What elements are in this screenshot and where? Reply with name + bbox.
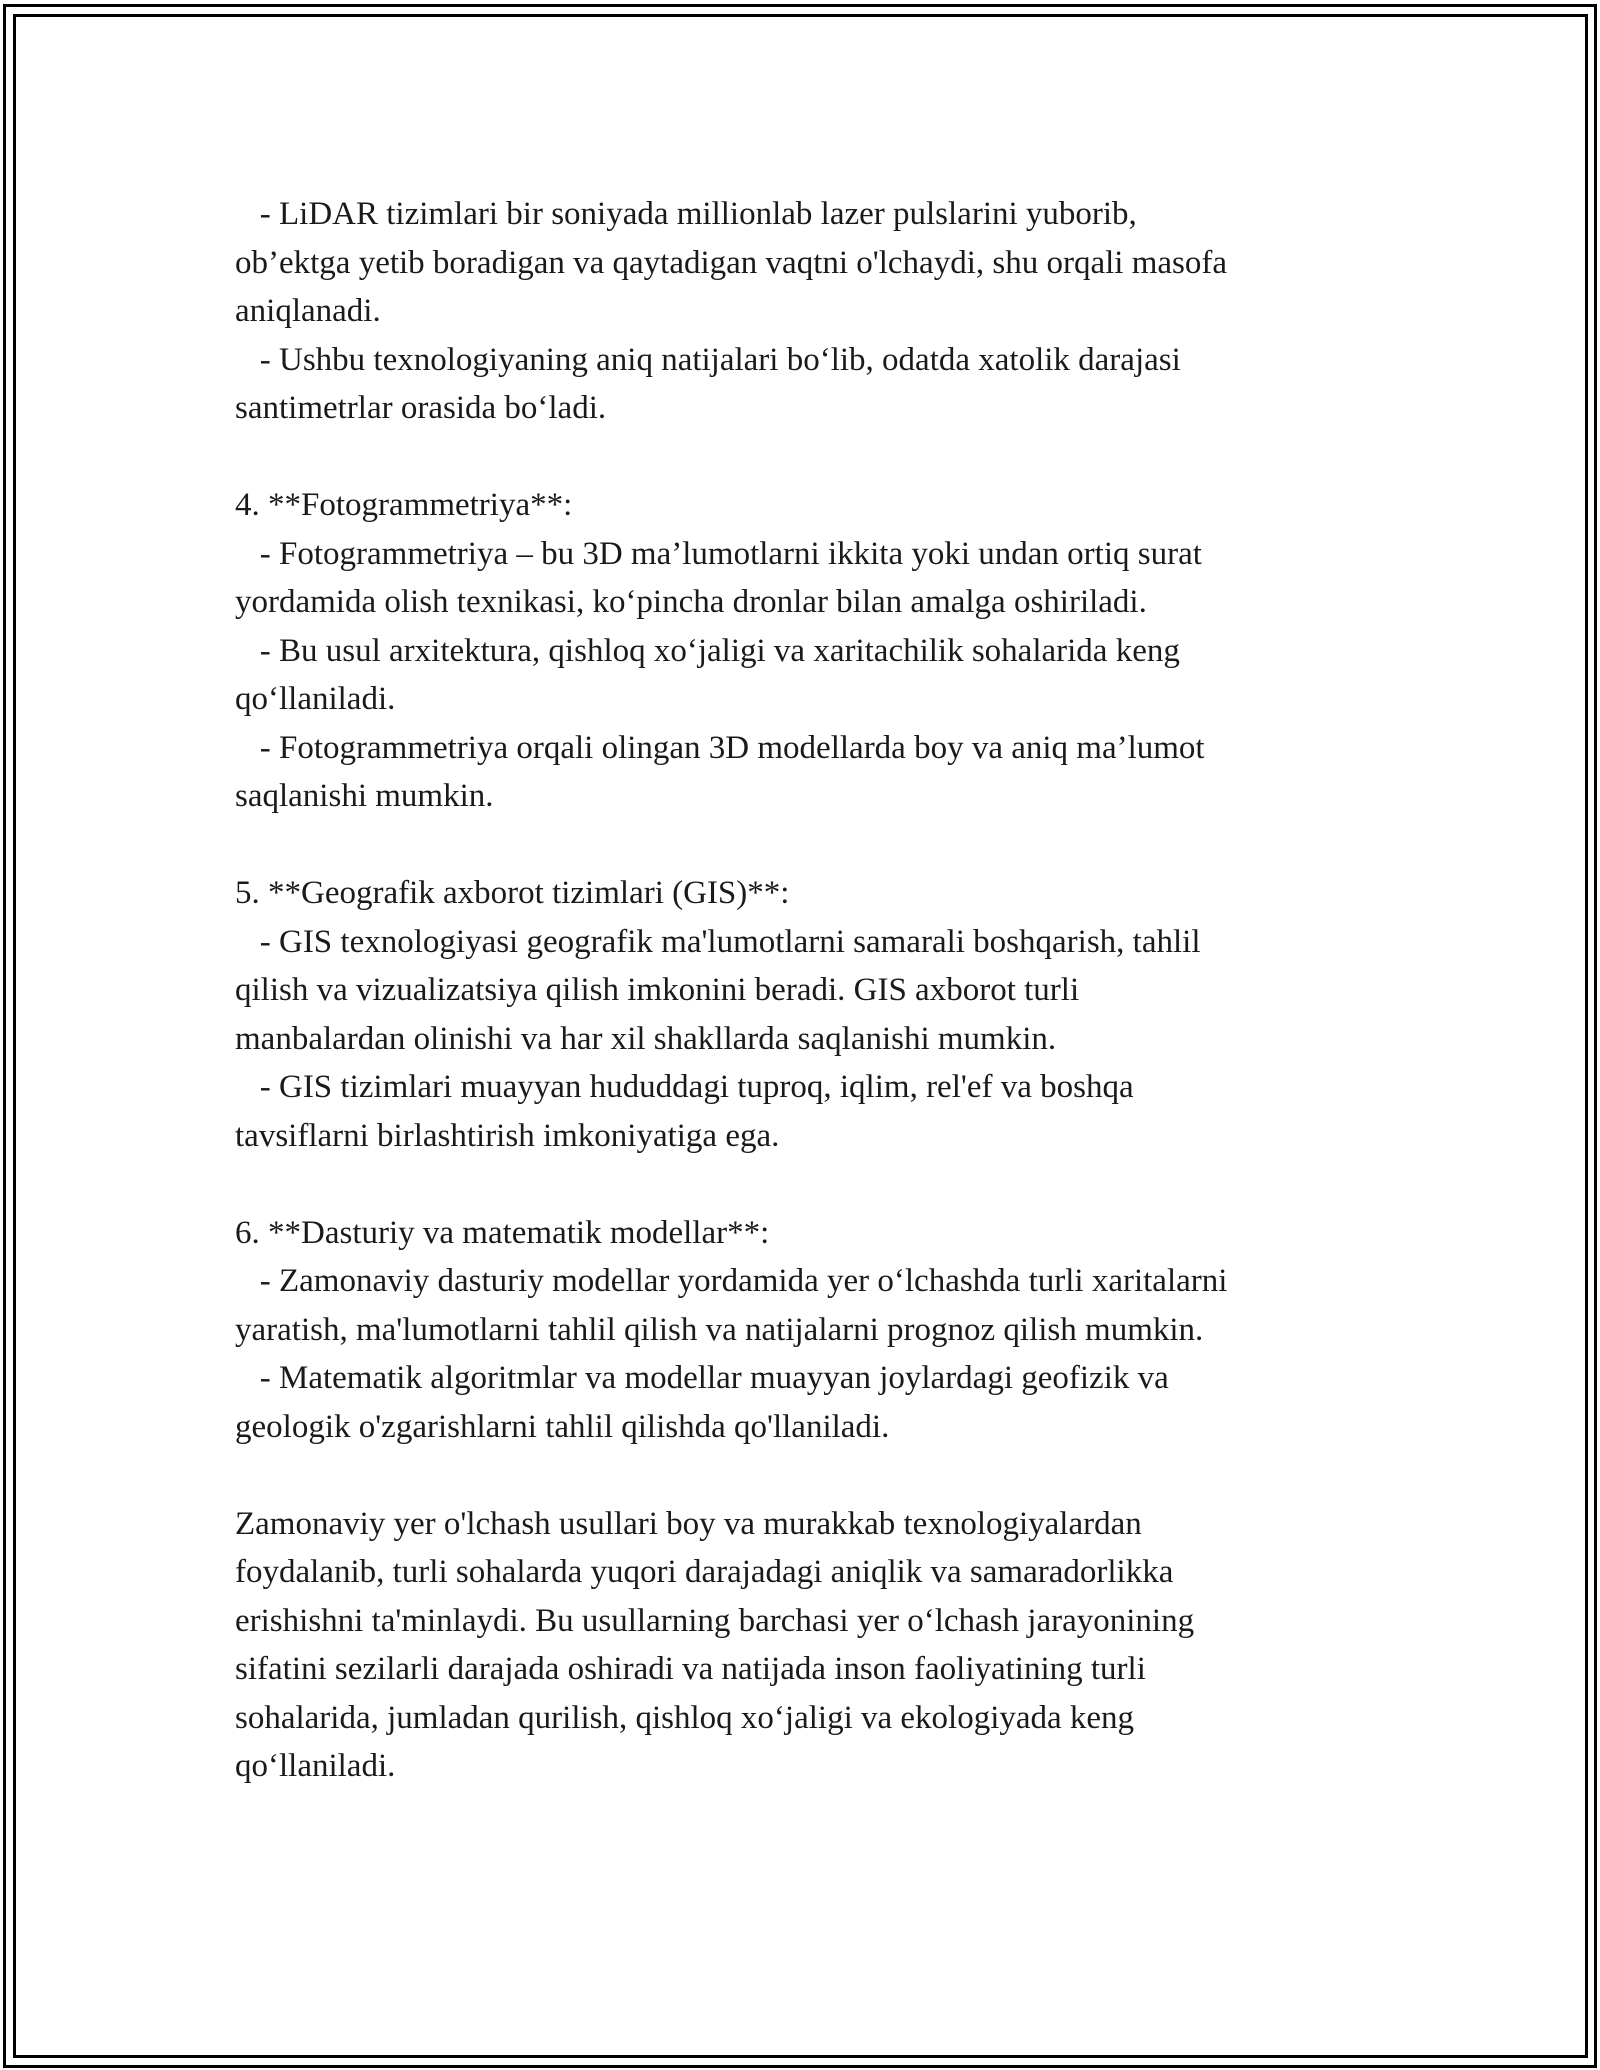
text-line: santimetrlar orasida bo‘ladi. xyxy=(235,390,607,426)
text-line: tavsiflarni birlashtirish imkoniyatiga ega. xyxy=(235,1117,780,1154)
text-line: - GIS tizimlari muayyan hududdagi tuproq, iqlim, rel'ef va boshqa xyxy=(235,1069,1134,1105)
conclusion-line: qo‘llaniladi. xyxy=(235,1748,396,1784)
text-line: - GIS texnologiyasi geografik ma'lumotlarni samarali boshqarish, tahlil xyxy=(235,923,1201,960)
text-line: - Ushbu texnologiyaning aniq natijalari bo‘lib, odatda xatolik darajasi xyxy=(235,341,1181,378)
text-line: - Fotogrammetriya – bu 3D ma’lumotlarni ikkita yoki undan ortiq surat xyxy=(235,535,1202,572)
paragraph-gap xyxy=(235,1451,1375,1500)
text-line: aniqlanadi. xyxy=(235,293,381,329)
text-line: manbalardan olinishi va har xil shakllarda saqlanishi mumkin. xyxy=(235,1020,1057,1057)
text-line: qilish va vizualizatsiya qilish imkonini beradi. GIS axborot turli xyxy=(235,972,1080,1008)
text-line: - Zamonaviy dasturiy modellar yordamida yer o‘lchashda turli xaritalarni xyxy=(235,1263,1228,1299)
conclusion-line: erishishni ta'minlaydi. Bu usullarning barchasi yer o‘lchash jarayonining xyxy=(235,1602,1195,1639)
text-line: yordamida olish texnikasi, ko‘pincha dronlar bilan amalga oshiriladi. xyxy=(235,584,1147,620)
text-line: geologik o'zgarishlarni tahlil qilishda qo'llaniladi. xyxy=(235,1408,890,1445)
section-heading: 5. **Geografik axborot tizimlari (GIS)**: xyxy=(235,875,790,911)
section-heading: 4. **Fotogrammetriya**: xyxy=(235,487,573,523)
text-line: - LiDAR tizimlari bir soniyada millionlab lazer pulslarini yuborib, xyxy=(235,196,1137,232)
text-line: saqlanishi mumkin. xyxy=(235,778,494,814)
conclusion-line: foydalanib, turli sohalarda yuqori darajadagi aniqlik va samaradorlikka xyxy=(235,1554,1174,1590)
text-line: - Fotogrammetriya orqali olingan 3D modellarda boy va aniq ma’lumot xyxy=(235,729,1205,766)
paragraph-gap xyxy=(235,433,1375,482)
conclusion-line: sifatini sezilarli darajada oshiradi va natijada inson faoliyatining turli xyxy=(235,1651,1146,1687)
conclusion-line: Zamonaviy yer o'lchash usullari boy va murakkab texnologiyalardan xyxy=(235,1505,1142,1542)
text-line: yaratish, ma'lumotlarni tahlil qilish va natijalarni prognoz qilish mumkin. xyxy=(235,1311,1204,1348)
document-body xyxy=(235,190,1375,1791)
text-line: - Bu usul arxitektura, qishloq xo‘jaligi va xaritachilik sohalarida keng xyxy=(235,632,1180,669)
text-line: qo‘llaniladi. xyxy=(235,681,396,717)
text-line: - Matematik algoritmlar va modellar muayyan joylardagi geofizik va xyxy=(235,1360,1169,1396)
section-heading: 6. **Dasturiy va matematik modellar**: xyxy=(235,1214,770,1251)
paragraph-gap xyxy=(235,821,1375,870)
text-line: ob’ektga yetib boradigan va qaytadigan vaqtni o'lchaydi, shu orqali masofa xyxy=(235,244,1227,281)
conclusion-line: sohalarida, jumladan qurilish, qishloq xo‘jaligi va ekologiyada keng xyxy=(235,1699,1135,1736)
paragraph-gap xyxy=(235,1160,1375,1209)
